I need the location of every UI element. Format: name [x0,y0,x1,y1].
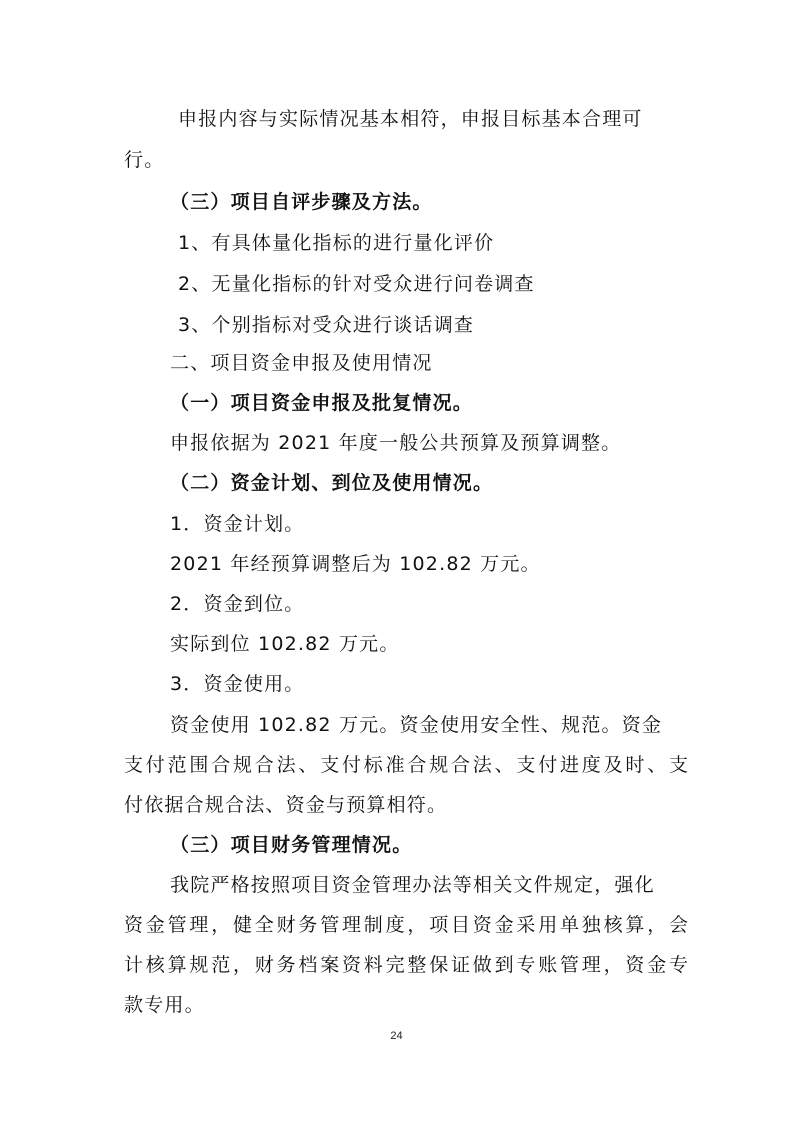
paragraph-line: 2021 年经预算调整后为 102.82 万元。 [170,553,541,575]
section-heading: （三）项目自评步骤及方法。 [170,191,433,213]
item-title: 2．资金到位。 [170,593,305,615]
list-item: 1、有具体量化指标的进行量化评价 [178,232,495,254]
paragraph-line: 资金管理，健全财务管理制度，项目资金采用单独核算，会 [124,914,691,936]
paragraph-line: 行。 [124,149,165,171]
paragraph-line: 申报内容与实际情况基本相符，申报目标基本合理可 [178,108,643,130]
list-item: 2、无量化指标的针对受众进行问卷调查 [178,273,535,295]
paragraph-line: 计核算规范，财务档案资料完整保证做到专账管理，资金专 [124,954,691,976]
section-heading: （一）项目资金申报及批复情况。 [170,392,474,414]
paragraph-line: 支付范围合规合法、支付标准合规合法、支付进度及时、支 [124,754,691,776]
section-heading: （三）项目财务管理情况。 [170,834,413,856]
paragraph-line: 实际到位 102.82 万元。 [170,633,400,655]
item-title: 1．资金计划。 [170,513,305,535]
paragraph-line: 我院严格按照项目资金管理办法等相关文件规定，强化 [170,874,655,896]
page-number: 24 [390,1030,403,1042]
section-heading: （二）资金计划、到位及使用情况。 [170,472,494,494]
chapter-heading: 二、项目资金申报及使用情况 [170,353,433,374]
paragraph-line: 资金使用 102.82 万元。资金使用安全性、规范。资金 [170,714,663,736]
list-item: 3、个别指标对受众进行谈话调查 [178,314,475,336]
item-title: 3．资金使用。 [170,673,305,695]
paragraph-line: 付依据合规合法、资金与预算相符。 [124,794,448,816]
paragraph-line: 款专用。 [124,994,205,1016]
paragraph-line: 申报依据为 2021 年度一般公共预算及预算调整。 [170,432,622,454]
